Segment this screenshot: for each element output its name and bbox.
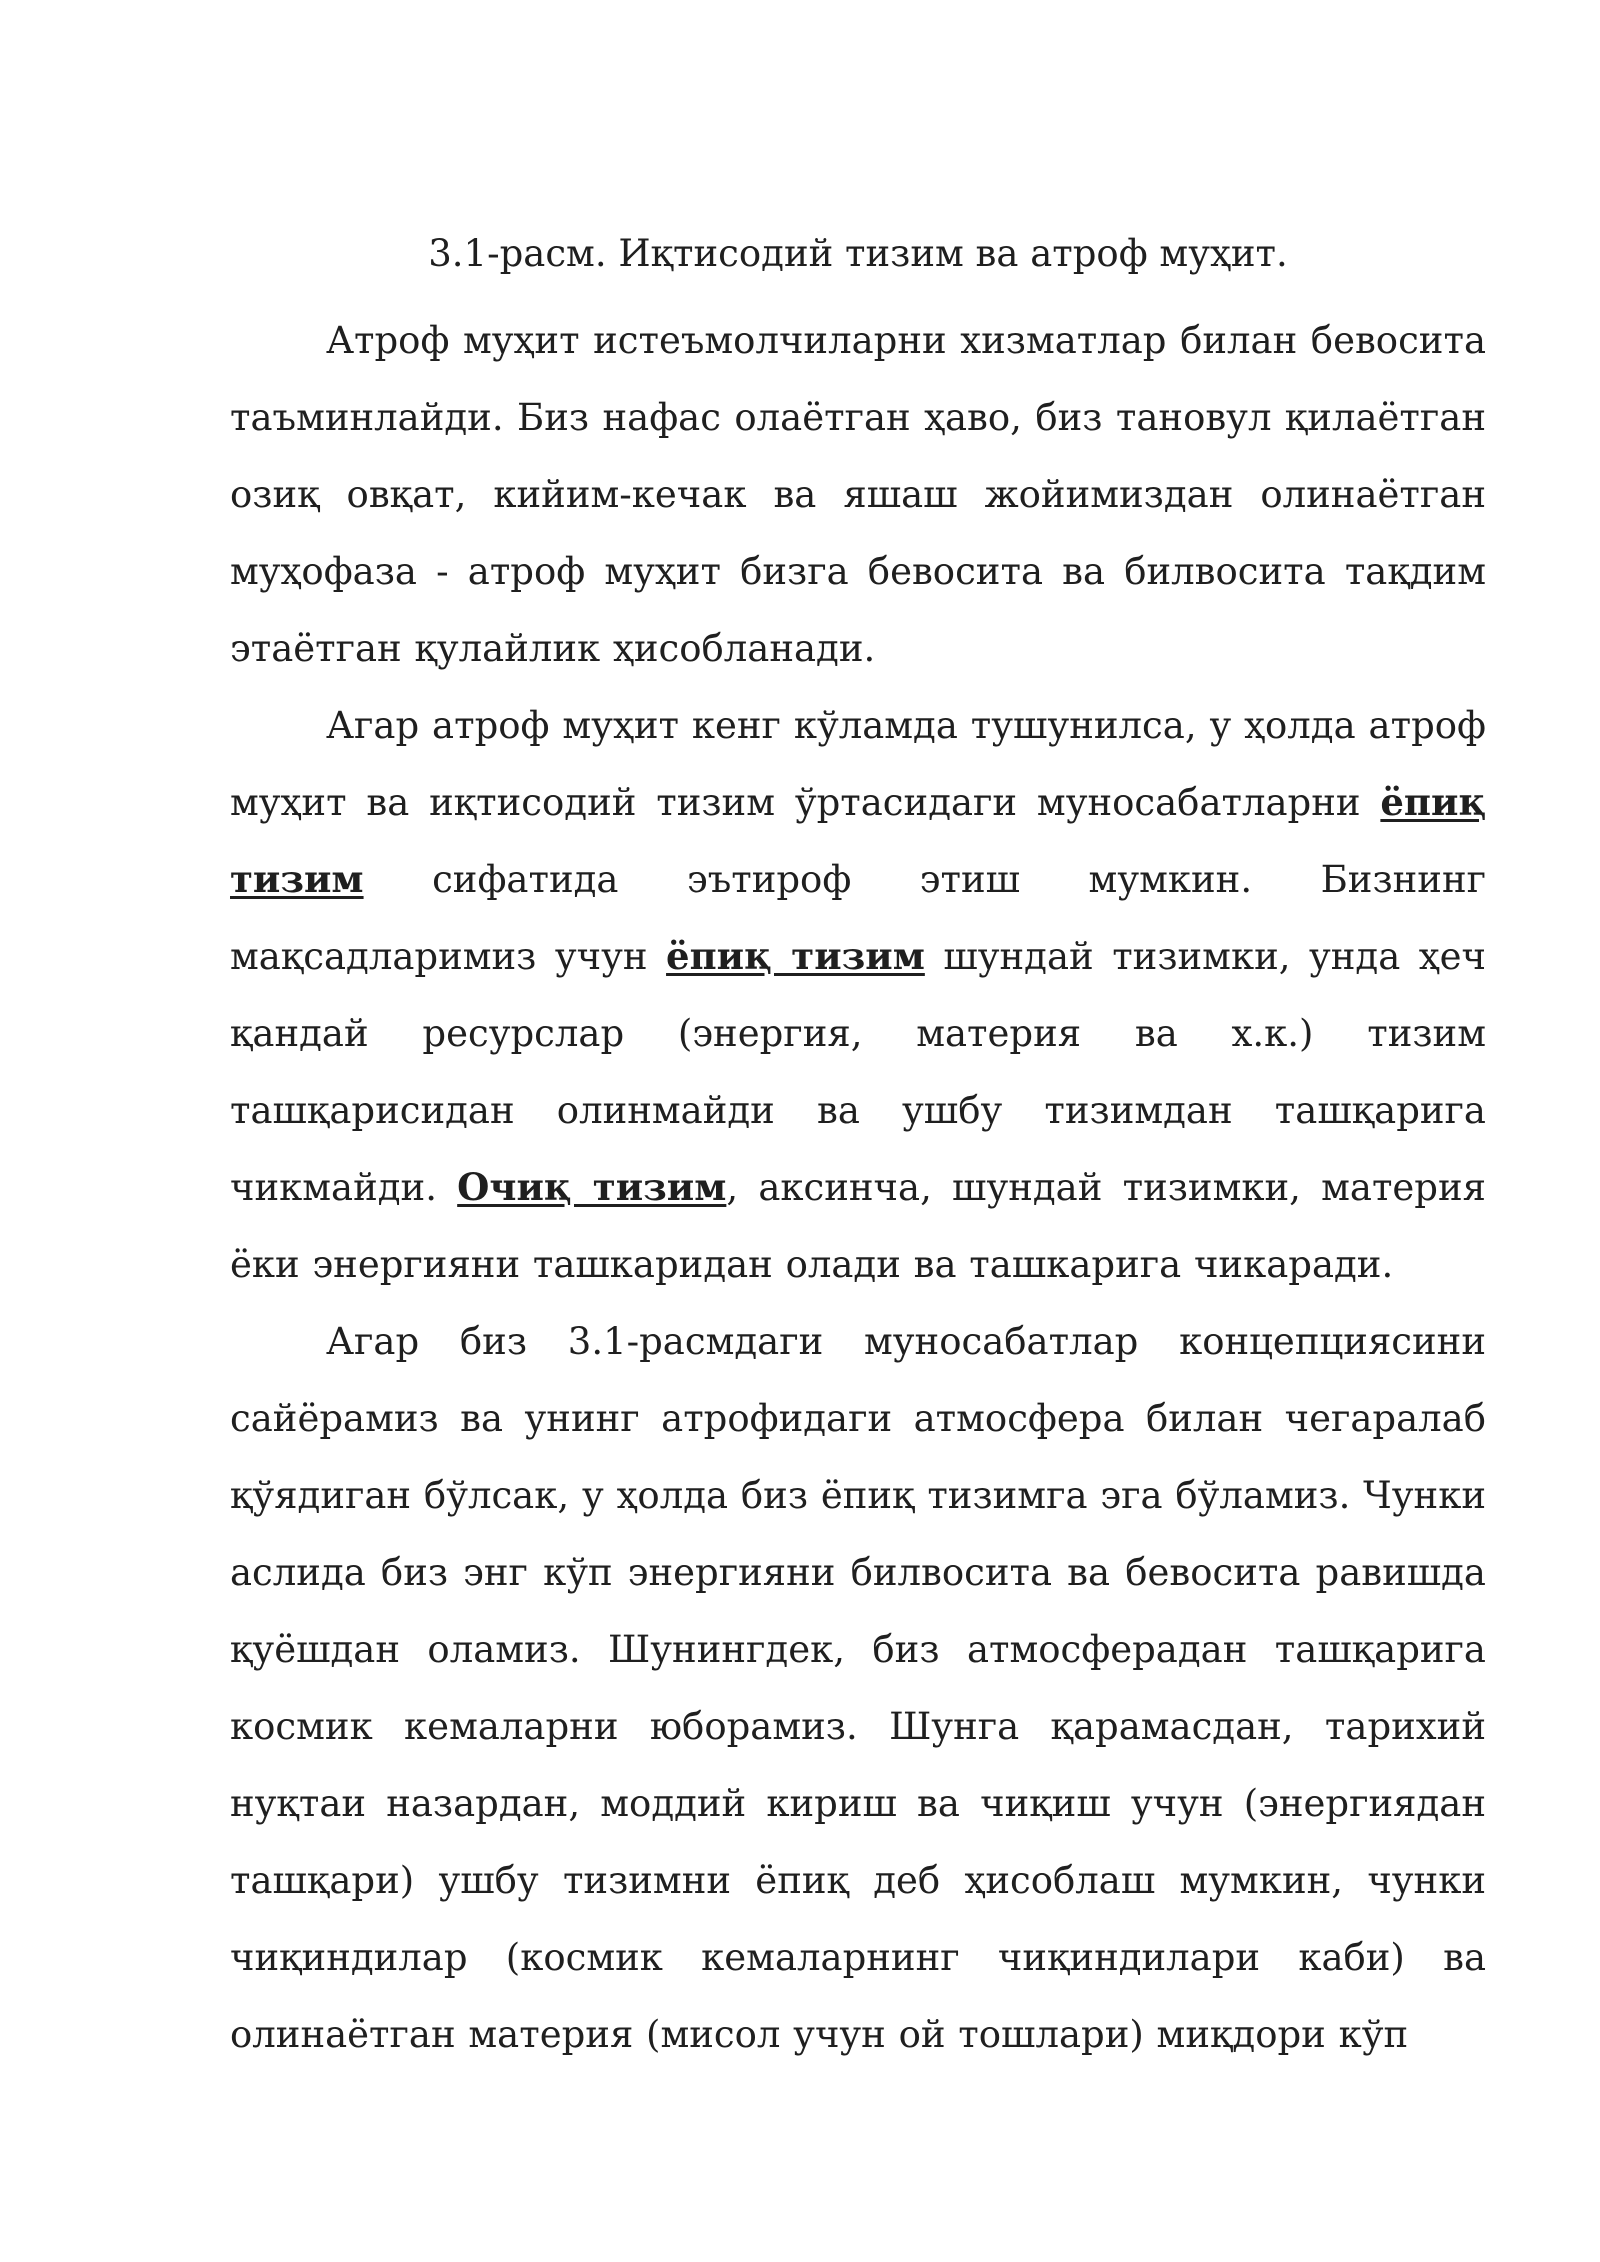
term-closed-system-2: ёпиқ тизим — [666, 934, 925, 978]
paragraph-2-text-2: сифатида эътироф этиш мумкин. Бизнинг мақсадларимиз учун — [230, 858, 1486, 978]
paragraph-2 — [230, 687, 1486, 1303]
paragraph-2-text-4: , аксинча, шундай тизимки, материя ёки энергияни ташкаридан олади ва ташкарига чикаради. — [230, 1166, 1486, 1286]
term-open-system: Очиқ тизим — [457, 1165, 727, 1209]
paragraph-2-text-1: Агар атроф муҳит кенг кўламда тушунилса, у ҳолда атроф муҳит ва иқтисодий тизим ўртасидаги муносабатларни — [230, 704, 1486, 824]
figure-caption: 3.1-расм. Иқтисодий тизим ва атроф муҳит. — [428, 232, 1288, 275]
paragraph-2-text-3: шундай тизимки, унда ҳеч қандай ресурслар (энергия, материя ва х.к.) тизим ташқарисидан олинмайди ва ушбу тизимдан ташқарига чикмайди. — [230, 935, 1487, 1209]
paragraph-1: Атроф муҳит истеъмолчиларни хизматлар билан бевосита таъминлайди. Биз нафас олаётган ҳаво, биз тановул қилаётган озиқ овқат, кийим-кечак ва яшаш жойимиздан олинаётган муҳофаза - атроф муҳит бизга бевосита ва билвосита тақдим этаётган қулайлик ҳисобланади. — [230, 319, 1486, 670]
page-content — [230, 230, 1486, 2073]
paragraph-3: Агар биз 3.1-расмдаги муносабатлар концепциясини сайёрамиз ва унинг атрофидаги атмосфера билан чегаралаб қўядиган бўлсак, у ҳолда биз ёпиқ тизимга эга бўламиз. Чунки аслида биз энг кўп энергияни билвосита ва бевосита равишда қуёшдан оламиз. Шунингдек, биз атмосферадан ташқарига космик кемаларни юборамиз. Шунга қарамасдан, тарихий нуқтаи назардан, моддий кириш ва чиқиш учун (энергиядан ташқари) ушбу тизимни ёпиқ деб ҳисоблаш мумкин, чунки чиқиндилар (космик кемаларнинг чиқиндилари каби) ва олинаётган материя (мисол учун ой тошлари) миқдори кўп — [230, 1320, 1486, 2056]
term-closed-system: ёпиқ тизим — [230, 780, 1486, 901]
